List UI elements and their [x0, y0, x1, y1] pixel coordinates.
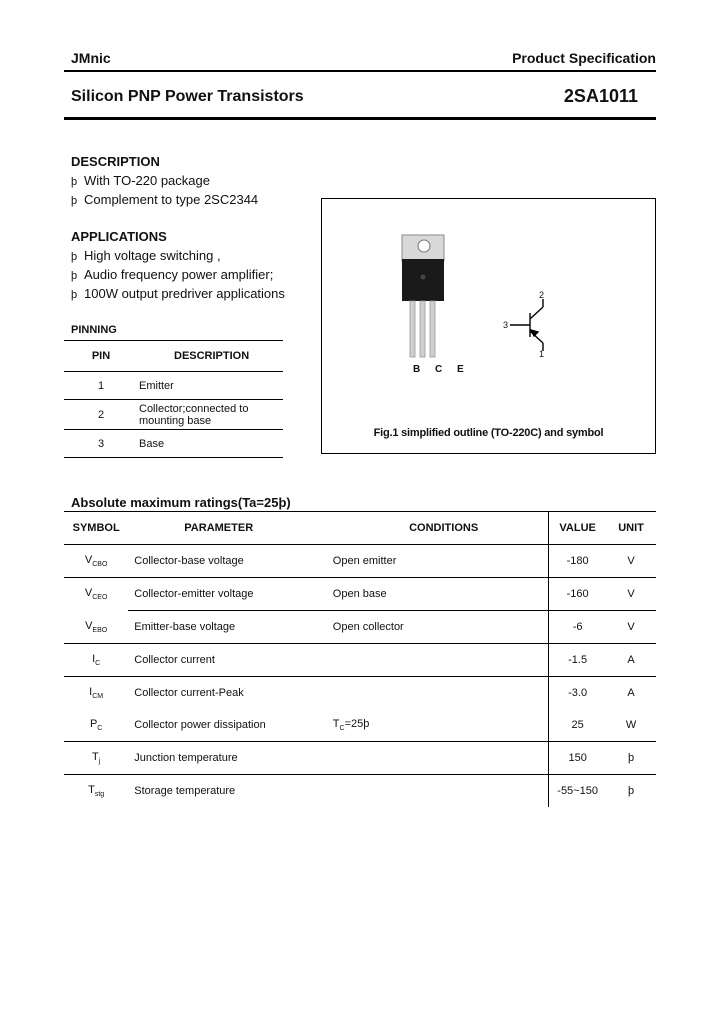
applications-list: [71, 246, 285, 303]
col-pin: PIN: [64, 341, 138, 372]
col-value: VALUE: [549, 512, 606, 545]
table-row: $T_{stg}$ Storage temperature -55~150 þ: [64, 775, 656, 808]
bullet-glyph: þ: [71, 176, 78, 188]
table-row: 1 Emitter: [64, 372, 283, 400]
transistor-symbol: [510, 299, 543, 351]
package-body: [402, 259, 444, 301]
title-rule: [64, 117, 656, 120]
lead-b: [410, 301, 415, 357]
list-item: þ Complement to type 2SC2344: [71, 190, 258, 209]
bullet-glyph: þ: [71, 289, 78, 301]
figure-box: [321, 198, 656, 454]
part-number: 2SA1011: [563, 86, 638, 106]
company-name: JMnic: [71, 50, 111, 66]
col-unit: UNIT: [606, 512, 656, 545]
lead-e: [430, 301, 435, 357]
bullet-glyph: þ: [71, 251, 78, 263]
description-heading: DESCRIPTION: [71, 154, 160, 169]
table-row: $I_{CM}$ Collector current-Peak -3.0 A: [64, 677, 656, 710]
symbol-pin-top: 2: [539, 290, 545, 300]
symbol-pin-left: 3: [503, 320, 509, 330]
pinning-table: [64, 340, 283, 458]
list-item: þ 100W output predriver applications: [71, 284, 285, 303]
bullet-glyph: þ: [71, 270, 78, 282]
col-symbol: SYMBOL: [64, 512, 128, 545]
pinning-heading: PINNING: [71, 324, 117, 336]
description-list: [71, 171, 258, 209]
table-row: $P_C$ Collector power dissipation $T_C=25þ$ 25 W: [64, 709, 656, 742]
table-row: $I_C$ Collector current -1.5 A: [64, 644, 656, 677]
table-row: $V_{EBO}$ Emitter-base voltage Open collector -6 V: [64, 611, 656, 644]
body-mark: [421, 275, 426, 280]
list-item: þ With TO-220 package: [71, 171, 258, 190]
header-rule: [64, 70, 656, 72]
table-row: $T_j$ Junction temperature 150 þ: [64, 742, 656, 775]
table-row: 2 Collector;connected to mounting base: [64, 400, 283, 430]
list-item: þ Audio frequency power amplifier;: [71, 265, 285, 284]
table-row: $V_{CBO}$ Collector-base voltage Open emitter -180 V: [64, 545, 656, 578]
lead-c: [420, 301, 425, 357]
product-line: Silicon PNP Power Transistors: [71, 88, 304, 105]
list-item: þ High voltage switching ,: [71, 246, 285, 265]
figure-caption: Fig.1 simplified outline (TO-220C) and symbol: [373, 427, 604, 439]
col-description: DESCRIPTION: [138, 341, 283, 372]
table-row: $V_{CEO}$ Collector-emitter voltage Open base -160 V: [64, 578, 656, 611]
mounting-hole: [418, 240, 430, 252]
ratings-table: [64, 511, 656, 807]
applications-heading: APPLICATIONS: [71, 229, 167, 244]
ratings-title: Absolute maximum ratings(Ta=25þ): [71, 495, 291, 510]
lead-labels: B C E: [413, 364, 470, 375]
table-row: 3 Base: [64, 430, 283, 458]
symbol-pin-bottom: 1: [539, 349, 545, 359]
col-parameter: PARAMETER: [128, 512, 332, 545]
bullet-glyph: þ: [71, 195, 78, 207]
to220-package-image: [322, 199, 657, 455]
doc-type: Product Specification: [512, 50, 656, 66]
col-conditions: CONDITIONS: [332, 512, 549, 545]
